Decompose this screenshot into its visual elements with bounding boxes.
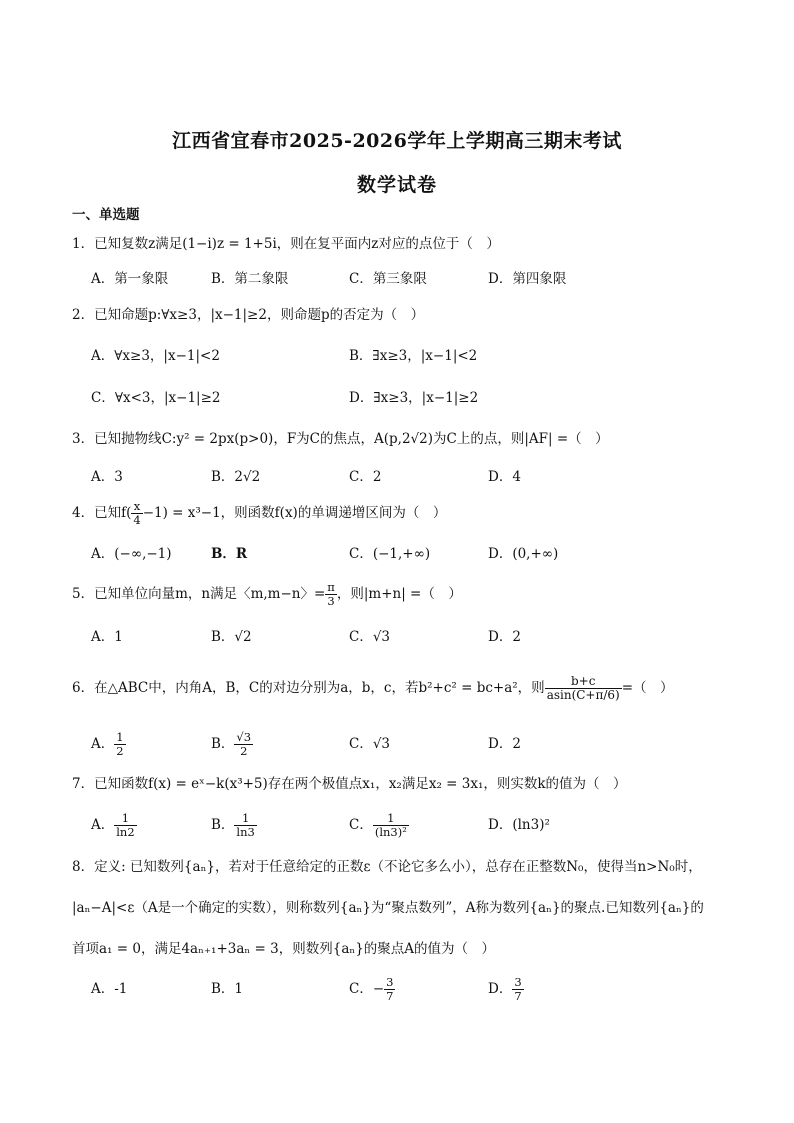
q7-option-c-fraction xyxy=(373,812,409,839)
exam-subtitle: 数学试卷 xyxy=(356,174,437,196)
q1-option-d: D．第四象限 xyxy=(488,271,567,287)
question-6-options xyxy=(91,728,691,764)
q8-option-c-num: 3 xyxy=(386,975,394,989)
q6-option-b-num: √3 xyxy=(236,730,252,744)
q7-option-b-fraction xyxy=(234,812,256,839)
q2-option-b: B．∃x≥3，|x−1|<2 xyxy=(349,348,478,364)
q5-option-d: D．2 xyxy=(488,629,521,645)
q7-option-a-num: 1 xyxy=(114,812,136,826)
question-1-options xyxy=(91,270,691,300)
q6-stem-pre: 6．在△ABC中，内角A，B，C的对边分别为a，b，c，若b²+c² = bc+a²，则 xyxy=(72,680,545,696)
q8-option-d-fraction xyxy=(512,976,523,1003)
q5-stem-post: ，则|m+n| =（ ） xyxy=(336,586,462,602)
q2-option-a: A．∀x≥3，|x−1|<2 xyxy=(91,348,220,364)
q6-fraction-num: b+c xyxy=(545,675,622,689)
question-1-stem: 1．已知复数z满足(1−i)z = 1+5i，则在复平面内z对应的点位于（ ） xyxy=(72,236,500,252)
question-8-line-3: 首项a₁ = 0，满足4aₙ₊₁+3aₙ = 3，则数列{aₙ}的聚点A的值为（ ） xyxy=(72,941,496,957)
q7-option-c-label: C． xyxy=(349,817,373,833)
q6-fraction xyxy=(545,675,622,702)
q7-option-c-den: (ln3)² xyxy=(374,825,407,839)
question-6-stem xyxy=(72,668,732,708)
question-4-stem xyxy=(72,500,732,527)
q6-stem-post: =（ ） xyxy=(621,680,674,696)
q4-option-c: C．(−1,+∞) xyxy=(349,546,431,562)
q3-option-c: C．2 xyxy=(349,469,382,485)
q3-option-b: B．2√2 xyxy=(211,469,261,485)
q7-option-a-den: ln2 xyxy=(116,825,135,839)
q1-option-c: C．第三象限 xyxy=(349,271,427,287)
question-2-options-row-2 xyxy=(91,389,691,419)
q4-option-a: A．(−∞,−1) xyxy=(91,546,172,562)
q5-option-b: B．√2 xyxy=(211,629,252,645)
q1-option-a: A．第一象限 xyxy=(91,271,169,287)
q5-stem-pre: 5．已知单位向量m，n满足〈m,m−n〉= xyxy=(72,586,326,602)
q5-option-c: C．√3 xyxy=(349,629,391,645)
q2-option-d: D．∃x≥3，|x−1|≥2 xyxy=(349,390,479,406)
q6-option-a-num: 1 xyxy=(116,730,124,744)
q6-option-a-fraction xyxy=(114,731,125,758)
q5-fraction xyxy=(325,581,337,608)
q8-option-b: B．1 xyxy=(211,981,244,997)
q7-option-c xyxy=(349,808,409,842)
q8-option-d-den: 7 xyxy=(514,989,522,1003)
q4-fraction xyxy=(131,500,142,527)
q8-option-c-label: C．− xyxy=(349,981,385,997)
question-8-line-2: |aₙ−A|<ε（A是一个确定的实数），则称数列{aₙ}为“聚点数列”，A称为数列{aₙ}的聚点.已知数列{aₙ}的 xyxy=(72,900,704,916)
q7-option-a xyxy=(91,808,137,842)
q7-option-b-den: ln3 xyxy=(236,825,255,839)
q1-option-b: B．第二象限 xyxy=(211,271,289,287)
q6-option-b xyxy=(211,728,253,760)
question-3-options xyxy=(91,468,691,498)
q4-option-d: D．(0,+∞) xyxy=(488,546,559,562)
question-5-options xyxy=(91,628,691,658)
q6-option-a-label: A． xyxy=(91,736,115,752)
q7-option-d: D．(ln3)² xyxy=(488,817,550,833)
q4-fraction-num: x xyxy=(131,500,142,514)
q8-option-c-fraction xyxy=(384,976,395,1003)
question-8-options xyxy=(91,972,691,1012)
q4-fraction-den: 4 xyxy=(133,513,141,527)
q6-option-a xyxy=(91,728,126,760)
question-7-options xyxy=(91,808,691,848)
question-3-stem: 3．已知抛物线C:y² = 2px(p>0)，F为C的焦点，A(p,2√2)为C上的点，则|AF| =（ ） xyxy=(72,431,609,447)
q6-option-b-den: 2 xyxy=(240,744,248,758)
q7-option-b-label: B． xyxy=(211,817,235,833)
q6-fraction-den: asin(C+π/6) xyxy=(546,688,620,702)
question-8-line-1: 8．定义: 已知数列{aₙ}，若对于任意给定的正数ε（不论它多么小），总存在正整数N₀，使得当n>N₀时， xyxy=(72,859,702,875)
q7-option-b xyxy=(211,808,257,842)
q6-option-c: C．√3 xyxy=(349,736,391,752)
q8-option-a: A．-1 xyxy=(91,981,128,997)
q7-option-a-label: A． xyxy=(91,817,115,833)
q7-option-b-num: 1 xyxy=(234,812,256,826)
q3-option-a: A．3 xyxy=(91,469,123,485)
q7-option-a-fraction xyxy=(114,812,136,839)
q6-option-b-fraction xyxy=(234,731,253,758)
q2-option-c: C．∀x<3，|x−1|≥2 xyxy=(91,390,221,406)
q6-option-b-label: B． xyxy=(211,736,235,752)
question-7-stem: 7．已知函数f(x) = eˣ−k(x³+5)存在两个极值点x₁，x₂满足x₂ = 3x₁，则实数k的值为（ ） xyxy=(72,776,627,792)
q6-option-a-den: 2 xyxy=(116,744,124,758)
q7-option-c-num: 1 xyxy=(373,812,409,826)
question-5-stem xyxy=(72,581,732,608)
q6-option-d: D．2 xyxy=(488,736,521,752)
q8-option-c-den: 7 xyxy=(386,989,394,1003)
section-heading: 一、单选题 xyxy=(72,207,140,223)
q8-option-d xyxy=(488,972,524,1006)
question-2-stem: 2．已知命题p:∀x≥3，|x−1|≥2，则命题p的否定为（ ） xyxy=(72,307,425,323)
q4-stem-pre: 4．已知f( xyxy=(72,505,132,521)
question-4-options xyxy=(91,545,691,575)
q5-fraction-num: π xyxy=(327,580,335,594)
q8-option-d-label: D． xyxy=(488,981,513,997)
question-2-options-row-1 xyxy=(91,347,691,377)
q3-option-d: D．4 xyxy=(488,469,521,485)
q4-option-b: B．R xyxy=(211,546,248,562)
q8-option-d-num: 3 xyxy=(514,975,522,989)
exam-title: 江西省宜春市2025-2026学年上学期高三期末考试 xyxy=(172,130,622,152)
q4-stem-post: −1) = x³−1，则函数f(x)的单调递增区间为（ ） xyxy=(142,505,447,521)
q5-option-a: A．1 xyxy=(91,629,123,645)
q8-option-c xyxy=(349,972,395,1006)
q5-fraction-den: 3 xyxy=(327,594,335,608)
